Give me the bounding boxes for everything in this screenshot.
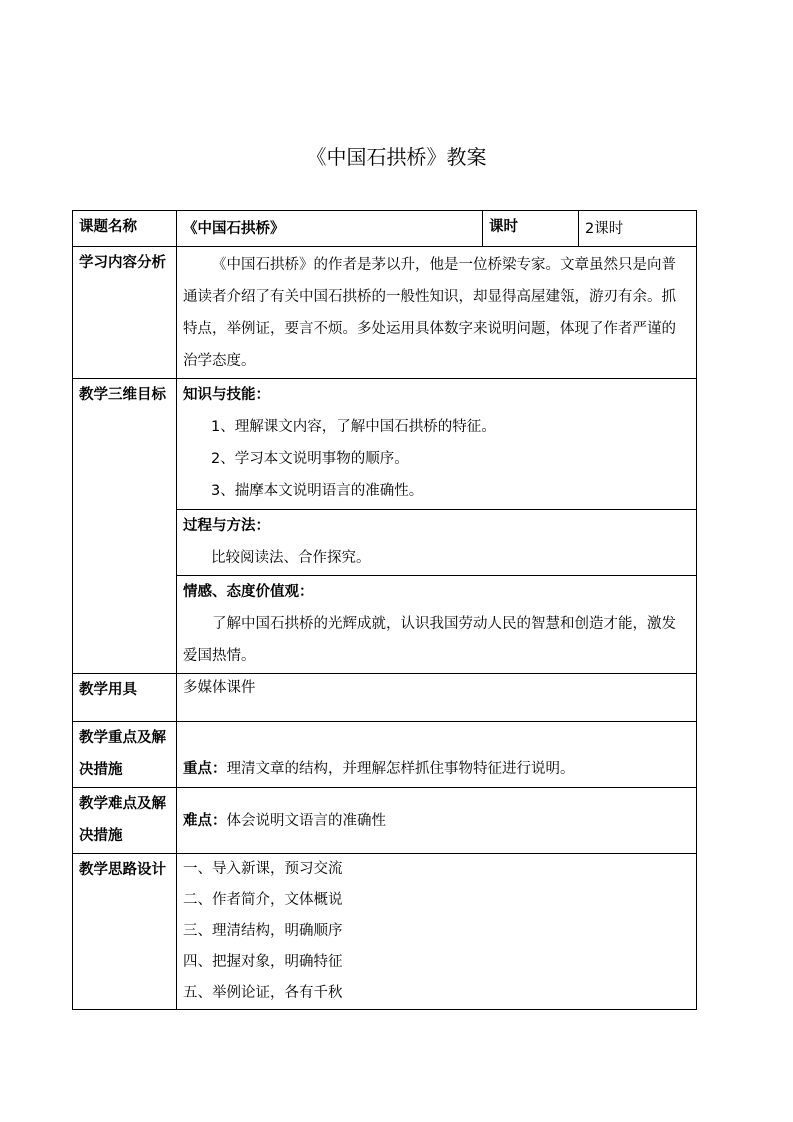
design-step-2: 二、作者简介，文体概说 xyxy=(183,892,343,908)
knowledge-item-2: 2、学习本文说明事物的顺序。 xyxy=(211,451,409,467)
tools-label: 教学用具 xyxy=(73,674,177,722)
row-tools xyxy=(73,674,697,722)
row-difficulties xyxy=(73,788,697,854)
difficulties-heading: 难点： xyxy=(183,812,227,829)
course-name-value: 《中国石拱桥》 xyxy=(177,211,483,247)
period-label: 课时 xyxy=(483,211,579,247)
difficulties-label: 教学难点及解决措施 xyxy=(73,788,177,854)
design-step-1: 一、导入新课，预习交流 xyxy=(183,861,343,877)
key-points-heading: 重点： xyxy=(183,761,227,777)
key-points-label: 教学重点及解决措施 xyxy=(73,722,177,788)
emotion-heading: 情感、态度价值观： xyxy=(183,584,314,600)
design-step-5: 五、举例论证，各有千秋 xyxy=(183,985,343,1001)
knowledge-heading: 知识与技能： xyxy=(183,387,270,403)
emotion-cell xyxy=(177,576,697,674)
row-content-analysis xyxy=(73,247,697,379)
row-design xyxy=(73,854,697,1010)
difficulties-cell xyxy=(177,788,697,854)
emotion-text: 了解中国石拱桥的光辉成就，认识我国劳动人民的智慧和创造才能，激发爱国热情。 xyxy=(183,616,676,664)
tools-value: 多媒体课件 xyxy=(177,674,697,722)
knowledge-item-1: 1、理解课文内容，了解中国石拱桥的特征。 xyxy=(211,419,496,435)
design-step-4: 四、把握对象，明确特征 xyxy=(183,954,343,970)
design-label: 教学思路设计 xyxy=(73,854,177,1010)
key-points-text: 理清文章的结构，并理解怎样抓住事物特征进行说明。 xyxy=(226,761,575,777)
content-analysis-label: 学习内容分析 xyxy=(73,247,177,379)
design-cell xyxy=(177,854,697,1010)
document-title: 《中国石拱桥》教案 xyxy=(306,145,487,169)
knowledge-item-3: 3、揣摩本文说明语言的准确性。 xyxy=(211,483,424,499)
key-points-cell xyxy=(177,722,697,788)
course-name-label: 课题名称 xyxy=(73,211,177,247)
process-cell xyxy=(177,510,697,576)
process-text: 比较阅读法、合作探究。 xyxy=(211,550,371,566)
row-key-points xyxy=(73,722,697,788)
period-value: 2课时 xyxy=(579,211,697,247)
row-course-name xyxy=(73,211,697,247)
content-analysis-text: 《中国石拱桥》的作者是茅以升，他是一位桥梁专家。文章虽然只是向普通读者介绍了有关中国石拱桥的一般性知识，却显得高屋建瓴，游刃有余。抓特点，举例证，要言不烦。多处运用具体数字来说明问题，体现了作者严谨的治学态度。 xyxy=(177,247,697,379)
design-step-3: 三、理清结构，明确顺序 xyxy=(183,923,343,939)
difficulties-text: 体会说明文语言的准确性 xyxy=(226,812,386,829)
lesson-plan-table xyxy=(72,210,697,1010)
goals-label: 教学三维目标 xyxy=(73,379,177,674)
process-heading: 过程与方法： xyxy=(183,518,270,534)
knowledge-cell xyxy=(177,379,697,510)
row-goals-knowledge xyxy=(73,379,697,510)
